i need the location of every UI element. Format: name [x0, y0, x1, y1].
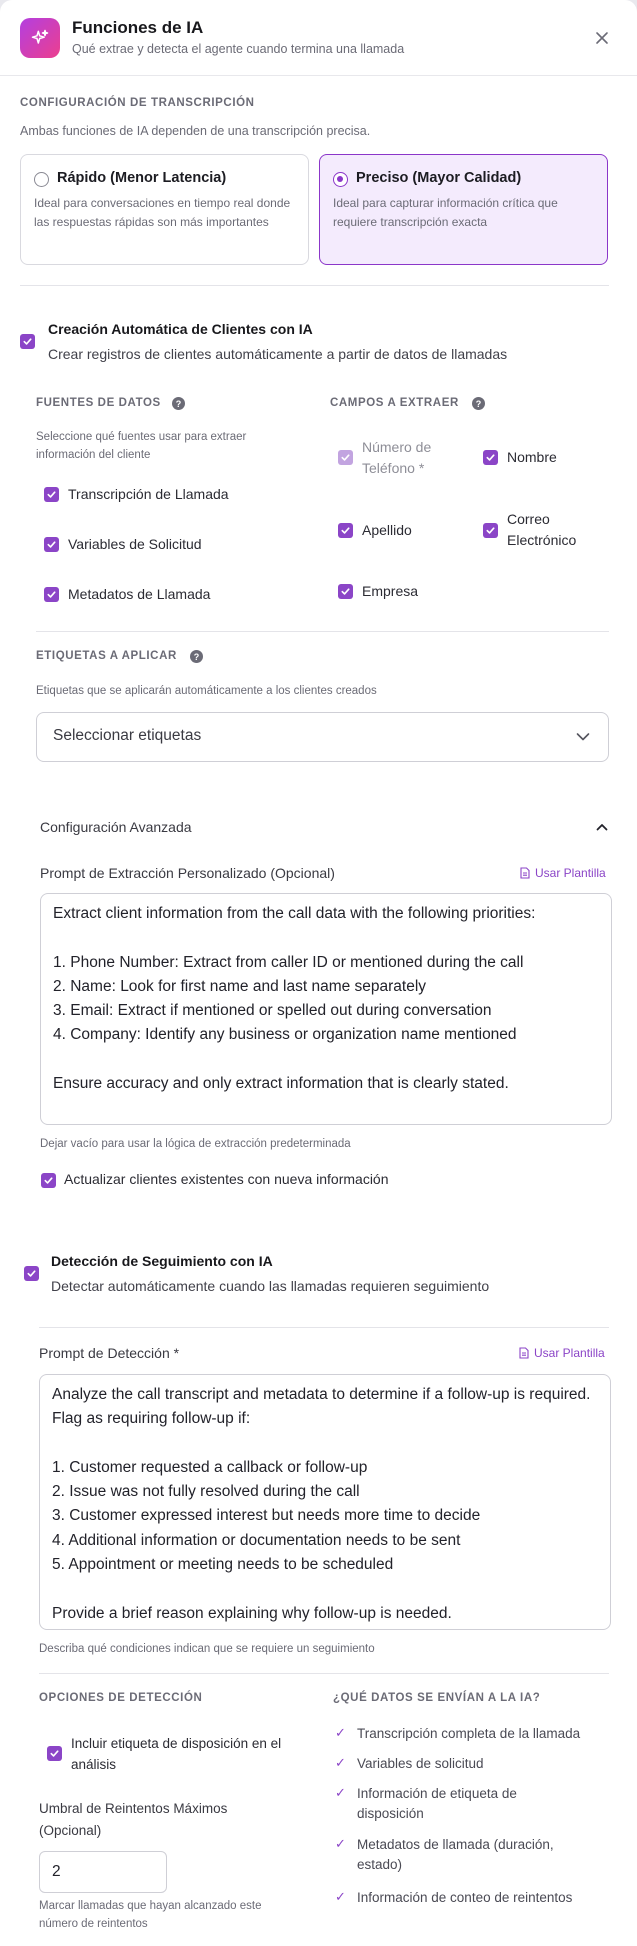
tags-heading: ETIQUETAS A APLICAR: [36, 650, 177, 662]
check-icon: [43, 1175, 54, 1186]
modal-header: [0, 0, 637, 76]
tags-description: Etiquetas que se aplicarán automáticamente a los clientes creados: [36, 685, 377, 697]
client-creation-description: Crear registros de clientes automáticamente a partir de datos de llamadas: [48, 346, 508, 362]
radio-fast[interactable]: [34, 172, 49, 187]
help-icon[interactable]: ?: [472, 397, 485, 410]
check-icon: [49, 1748, 60, 1759]
close-button[interactable]: [590, 26, 614, 50]
followup-description: Detectar automáticamente cuando las llamadas requieren seguimiento: [51, 1278, 490, 1294]
field-checkbox-last-name[interactable]: [338, 523, 353, 538]
use-template-label: Usar Plantilla: [534, 1346, 605, 1360]
disposition-checkbox[interactable]: [47, 1746, 62, 1761]
data-sources-heading: FUENTES DE DATOS: [36, 397, 161, 409]
check-icon: [26, 1268, 37, 1279]
check-icon: [485, 525, 496, 536]
extraction-prompt-label: Prompt de Extracción Personalizado (Opcional): [40, 865, 335, 881]
check-icon: [46, 489, 57, 500]
modal-title: Funciones de IA: [72, 18, 204, 37]
check-icon: ✓: [335, 1836, 346, 1851]
modal-subtitle: Qué extrae y detecta el agente cuando termina una llamada: [72, 42, 405, 56]
update-clients-label: Actualizar clientes existentes con nueva información: [64, 1171, 389, 1187]
field-checkbox-first-name[interactable]: [483, 450, 498, 465]
transcription-description: Ambas funciones de IA dependen de una transcripción precisa.: [20, 124, 371, 138]
divider: [39, 1327, 609, 1328]
document-icon: [519, 1347, 529, 1359]
client-creation-checkbox[interactable]: [20, 334, 35, 349]
check-icon: [22, 336, 33, 347]
retry-threshold-label: Umbral de Reintentos Máximos (Opcional): [39, 1801, 228, 1838]
detection-options-heading: OPCIONES DE DETECCIÓN: [39, 1692, 203, 1704]
chevron-down-icon: [576, 732, 590, 742]
tags-select[interactable]: [36, 712, 609, 762]
followup-title: Detección de Seguimiento con IA: [51, 1253, 273, 1269]
check-icon: [46, 539, 57, 550]
extraction-prompt-hint: Dejar vacío para usar la lógica de extracción predeterminada: [40, 1138, 351, 1150]
tags-select-value: Seleccionar etiquetas: [53, 727, 202, 744]
help-icon[interactable]: ?: [172, 397, 185, 410]
check-icon: [340, 586, 351, 597]
transcription-option-precise[interactable]: [319, 154, 608, 265]
data-sent-item: Transcripción completa de la llamada: [357, 1726, 581, 1741]
source-label-transcript: Transcripción de Llamada: [68, 486, 229, 502]
detection-prompt-hint: Describa qué condiciones indican que se requiere un seguimiento: [39, 1643, 375, 1655]
use-template-link[interactable]: [520, 866, 606, 880]
field-label-last-name: Apellido: [362, 522, 412, 538]
retry-threshold-hint: Marcar llamadas que hayan alcanzado este número de reintentos: [39, 1900, 262, 1930]
help-icon[interactable]: ?: [190, 650, 203, 663]
source-checkbox-variables[interactable]: [44, 537, 59, 552]
fields-heading: CAMPOS A EXTRAER: [330, 397, 459, 409]
data-sent-item: Metadatos de llamada (duración, estado): [357, 1837, 554, 1872]
document-icon: [520, 867, 530, 879]
transcription-heading: CONFIGURACIÓN DE TRANSCRIPCIÓN: [20, 97, 255, 109]
extraction-prompt-textarea[interactable]: Extract client information from the call data with the following priorities: 1. Phone Number: Extract from caller ID or mentioned during the call 2. Name: Look for first name and last name separately 3. Email: Extract if mentioned or spelled out during conversation 4. Company: Identify any business or organization name mentioned Ensure accuracy and only extract information that is clearly stated.: [40, 893, 612, 1125]
field-label-email: Correo Electrónico: [507, 511, 577, 548]
disposition-label: Incluir etiqueta de disposición en el análisis: [71, 1736, 282, 1772]
retry-threshold-input[interactable]: 2: [39, 1851, 167, 1893]
source-checkbox-metadata[interactable]: [44, 587, 59, 602]
chevron-up-icon[interactable]: [596, 823, 608, 831]
field-checkbox-phone: [338, 450, 353, 465]
transcription-option-fast[interactable]: [20, 154, 309, 265]
field-label-phone: Número de Teléfono *: [362, 439, 432, 476]
divider: [36, 631, 609, 632]
field-checkbox-email[interactable]: [483, 523, 498, 538]
advanced-settings-title[interactable]: Configuración Avanzada: [40, 819, 192, 835]
data-sent-heading: ¿QUÉ DATOS SE ENVÍAN A LA IA?: [333, 1692, 541, 1704]
source-label-metadata: Metadatos de Llamada: [68, 586, 211, 602]
check-icon: [340, 525, 351, 536]
option-precise-description: Ideal para capturar información crítica que requiere transcripción exacta: [333, 196, 558, 229]
source-label-variables: Variables de Solicitud: [68, 536, 202, 552]
data-sent-item: Información de etiqueta de disposición: [357, 1786, 517, 1821]
check-icon: ✓: [335, 1755, 346, 1770]
option-fast-description: Ideal para conversaciones en tiempo real donde las respuestas rápidas son más importantes: [34, 196, 291, 229]
close-icon: [594, 30, 610, 46]
update-clients-checkbox[interactable]: [41, 1173, 56, 1188]
divider: [39, 1673, 609, 1674]
divider: [20, 285, 609, 286]
use-template-link[interactable]: [519, 1346, 605, 1360]
check-icon: [485, 452, 496, 463]
detection-prompt-label: Prompt de Detección *: [39, 1345, 180, 1361]
data-sent-item: Variables de solicitud: [357, 1756, 484, 1771]
check-icon: [46, 589, 57, 600]
detection-prompt-textarea[interactable]: Analyze the call transcript and metadata to determine if a follow-up is required. Flag as requiring follow-up if: 1. Customer requested a callback or follow-up 2. Issue was not fully resolved during the call 3. Customer expressed interest but needs more time to decide 4. Additional information or documentation needs to be sent 5. Appointment or meeting needs to be scheduled Provide a brief reason explaining why follow-up is needed.: [39, 1374, 611, 1630]
data-sources-description: Seleccione qué fuentes usar para extraer información del cliente: [36, 431, 247, 461]
check-icon: ✓: [335, 1725, 346, 1740]
field-checkbox-company[interactable]: [338, 584, 353, 599]
use-template-label: Usar Plantilla: [535, 866, 606, 880]
option-precise-title: Preciso (Mayor Calidad): [356, 170, 522, 186]
data-sent-item: Información de conteo de reintentos: [357, 1890, 573, 1905]
client-creation-title: Creación Automática de Clientes con IA: [48, 321, 313, 337]
radio-precise[interactable]: [333, 172, 348, 187]
check-icon: [340, 452, 351, 463]
option-fast-title: Rápido (Menor Latencia): [57, 170, 227, 186]
followup-checkbox[interactable]: [24, 1266, 39, 1281]
source-checkbox-transcript[interactable]: [44, 487, 59, 502]
field-label-company: Empresa: [362, 583, 419, 599]
field-label-first-name: Nombre: [507, 449, 557, 465]
sparkles-icon: [20, 18, 60, 58]
check-icon: ✓: [335, 1785, 346, 1800]
check-icon: ✓: [335, 1889, 346, 1904]
